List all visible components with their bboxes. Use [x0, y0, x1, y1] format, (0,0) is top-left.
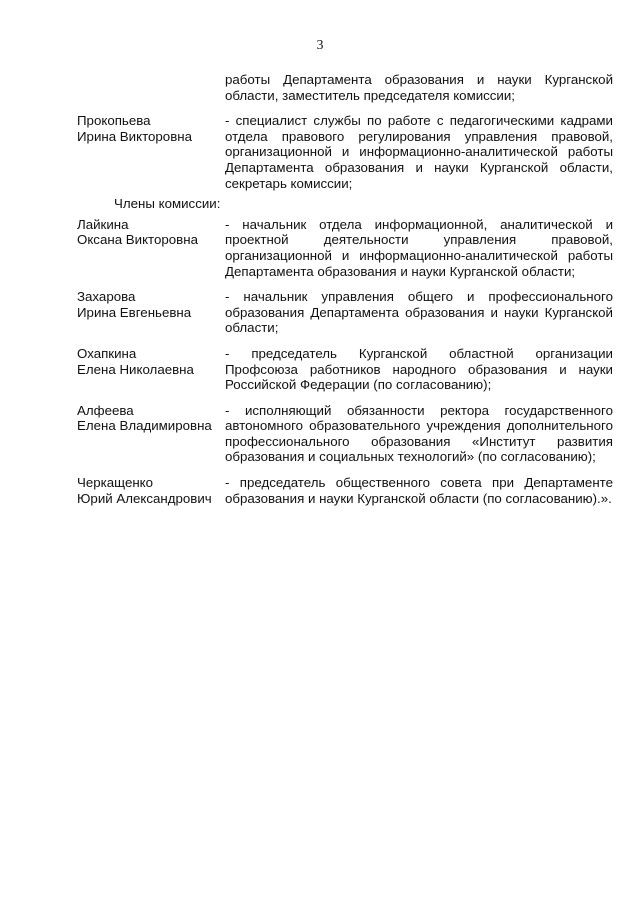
person-name [77, 403, 225, 465]
secretary-row [77, 113, 613, 191]
members-heading: Члены комиссии: [114, 196, 221, 212]
person-name [77, 475, 225, 506]
continuation-text: работы Департамента образования и науки Курганской области, заместитель председателя комиссии; [225, 72, 613, 103]
person-role: - председатель общественного совета при Департаменте образования и науки Курганской области (по согласованию).». [225, 475, 613, 506]
person-surname: Захарова [77, 289, 136, 305]
member-row [77, 289, 613, 336]
person-surname: Алфеева [77, 402, 134, 418]
person-role: - председатель Курганской областной организации Профсоюза работников народного образования и науки Российской Федерации (по согласованию); [225, 345, 613, 393]
person-given-name: Елена Владимировна [77, 418, 212, 434]
person-given-name: Ирина Евгеньевна [77, 304, 192, 320]
commission-composition [77, 72, 613, 506]
member-row [77, 217, 613, 279]
person-role: - исполняющий обязанности ректора государственного автономного образовательного учреждения дополнительного профессионального образования «Институт развития образования и социальных технологий» (по согласованию); [225, 402, 613, 465]
person-role: - специалист службы по работе с педагогическими кадрами отдела правового регулирования управления правовой, организационной и информационно-аналитической работы Департамента образования и науки Курганской области, секретарь комиссии; [225, 113, 613, 191]
person-given-name: Оксана Викторовна [77, 232, 198, 248]
member-row [77, 475, 613, 506]
name-cell-empty [77, 72, 225, 103]
person-name [77, 346, 225, 393]
person-surname: Прокопьева [77, 113, 151, 129]
person-surname: Лайкина [77, 216, 129, 232]
person-surname: Охапкина [77, 345, 137, 361]
person-given-name: Елена Николаевна [77, 361, 194, 377]
person-name [77, 113, 225, 191]
member-row [77, 346, 613, 393]
person-name [77, 217, 225, 279]
continuation-row [77, 72, 613, 103]
person-given-name: Юрий Александрович [77, 490, 212, 506]
member-row [77, 403, 613, 465]
person-given-name: Ирина Викторовна [77, 128, 193, 144]
person-role: - начальник управления общего и профессионального образования Департамента образования и науки Курганской области; [225, 289, 613, 336]
page-number: 3 [316, 38, 324, 53]
person-surname: Черкащенко [77, 475, 154, 491]
person-name [77, 289, 225, 336]
person-role: - начальник отдела информационной, аналитической и проектной деятельности управления правовой, организационной и информационно-аналитической работы Департамента образования и науки Курганской области; [225, 216, 613, 279]
